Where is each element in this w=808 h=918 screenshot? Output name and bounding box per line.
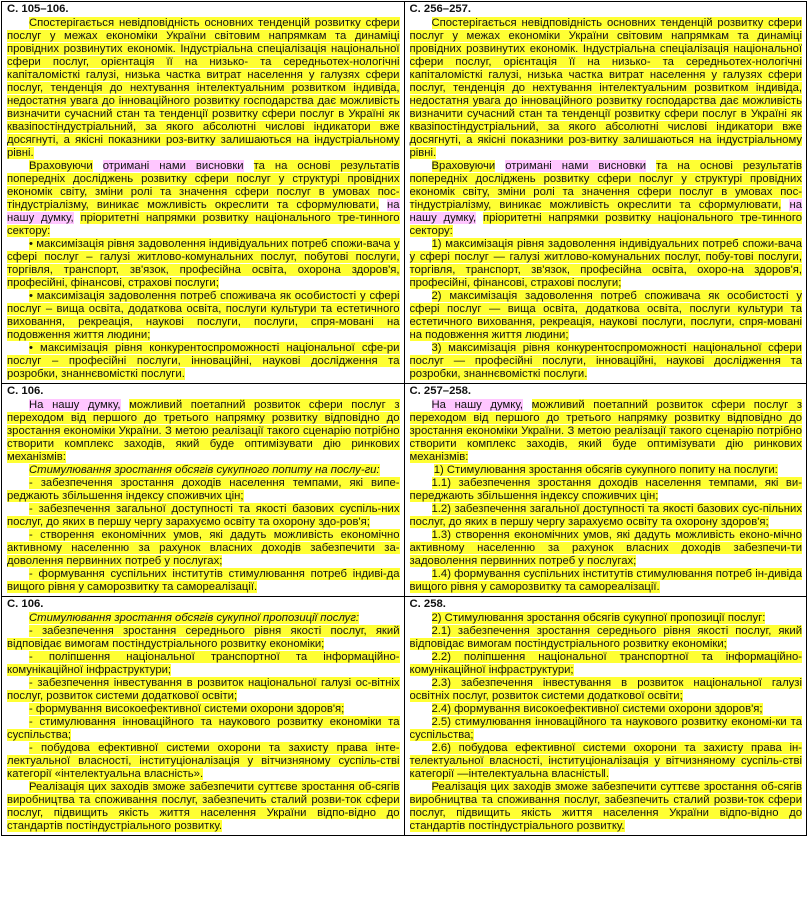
- list-item: - забезпечення зростання середнього рівня якості послуг, який відповідає вимогам постіндустріального розвитку економіки;: [7, 625, 400, 650]
- list-item: • максимізація рівня задоволення індивідуальних потреб спожи-вача у сфері послуг – галузі житлово-комунальних послуг, побутові послуги, торгівля, транспорт, зв'язок, професійна освіта, охорона здоров'я, професійні, фінансові, страхові послуги;: [7, 238, 400, 289]
- list-item: 1) максимізація рівня задоволення індивідуальних потреб спожи-вача у сфері послуг — галузі житлово-комунальних послуг, побу-тові послуги, торгівля, транспорт, зв'язок, професійна освіта, охоро-на здоров'я, професійні, фінансові, страхові послуги;: [409, 238, 802, 289]
- highlighted-phrase: на нашу думку,: [7, 199, 400, 224]
- paragraph-text: можливий поетапний розвиток сфери послуг з переходом від першого до третього напрямку розвитку відповідно до зростання економіки України. З метою реалізації такого сценарію потрібно створити комплекс заходів, який буде оптимізувати дію ринкових механізмів:: [409, 399, 802, 463]
- comparison-table: [1, 1, 807, 836]
- paragraph-text: Враховуючи: [29, 160, 93, 172]
- paragraph-text: можливий поетапний розвиток сфери послуг з переходом від першого до третього напрямку розвитку відповідно до зростання економіки України. З метою реалізації такого сценарію потрібно створити комплекс заходів, який буде оптимізувати дію ринкових механізмів:: [7, 399, 400, 463]
- page-reference: С. 257–258.: [409, 385, 472, 397]
- list-item: - побудова ефективної системи охорони та захисту права інте-лектуальної власності, інституціоналізація у вітчизняному суспіль-стві категорії «інтелектуальна власність».: [7, 742, 400, 780]
- paragraph-text: Реалізація цих заходів зможе забезпечити суттєве зростання об-сягів виробництва та споживання послуг, забезпечить сталий розви-ток сфери послуг, підвищить якість життя населення України відпо-відно до стандартів постіндустріального розвитку.: [7, 781, 400, 832]
- list-item: 1.3) створення економічних умов, які дадуть можливість еконо-мічно активному населенню за рахунок власних доходів забезпечи-ти задоволення первинних потреб у послугах;: [409, 529, 802, 567]
- list-item: • максимізація рівня конкурентоспроможності національної сфе-ри послуг – професійні послуги, інноваційні, наукові дослідження та розробки, знаннєвомісткі послуги.: [7, 342, 400, 380]
- list-item: - забезпечення інвестування в розвиток національної галузі ос-вітніх послуг, розвиток системи додаткової освіти;: [7, 677, 400, 702]
- table-row: [2, 384, 807, 597]
- list-item: • максимізація задоволення потреб споживача як особистості у сфері послуг – вища освіта, додаткова освіта, послуги культури та естетичного виховання, рекреація, наукові послуги, послуги, спря-мовані на подовження життя людини;: [7, 290, 400, 341]
- list-item: 2.5) стимулювання інноваційного та наукового розвитку економі-ки та суспільства;: [409, 716, 802, 741]
- list-item: 2.6) побудова ефективної системи охорони та захисту права ін-телектуальної власності, інституціоналізація у вітчизняному суспіль-стві категорії —інтелектуальна власністьǁ.: [409, 742, 802, 780]
- right-cell: [404, 2, 807, 384]
- page-reference: С. 106.: [7, 598, 44, 610]
- paragraph-text: та на основі результатів попередніх досліджень розвитку сфери послуг у структурі провідних економік світу, зміни ролі та значення сфери послуг в умовах пос-тіндустріалізму, виникає можливість окреслити та сформулювати,: [409, 160, 802, 211]
- list-item: 1.4) формування суспільних інститутів стимулювання потреб ін-дивіда вищого рівня у саморозвитку та самореалізації.: [409, 568, 802, 593]
- list-item: 2.4) формування високоефективної системи охорони здоров'я;: [431, 703, 763, 715]
- page-reference: С. 258.: [409, 598, 446, 610]
- highlighted-phrase: на нашу думку,: [409, 199, 803, 224]
- right-cell: [404, 597, 807, 836]
- list-item: - стимулювання інноваційного та наукового розвитку економіки та суспільства;: [7, 716, 400, 741]
- paragraph-text: пріоритетні напрямки розвитку національного тре-тинного сектору:: [7, 212, 400, 237]
- page-reference: С. 106.: [7, 385, 44, 397]
- list-item: 3) максимізація рівня конкурентоспроможності національної сфери послуг — професійні послуги, інноваційні, наукові дослідження та розробки, знаннєвомісткі послуги.: [409, 342, 802, 380]
- highlighted-phrase: отримані нами висновки: [505, 160, 647, 172]
- highlighted-phrase: На нашу думку,: [29, 399, 121, 411]
- list-item: 2.3) забезпечення інвестування в розвиток національної галузі освітніх послуг, розвиток системи додаткової освіти;: [409, 677, 802, 702]
- page-reference: С. 256–257.: [409, 3, 472, 15]
- list-item: - формування суспільних інститутів стимулювання потреб індиві-да вищого рівня у саморозвитку та самореалізації.: [7, 568, 400, 593]
- list-item: - поліпшення національної транспортної та інформаційно-комунікаційної інфраструктури;: [7, 651, 400, 676]
- paragraph-text: Спостерігається невідповідність основних тенденцій розвитку сфери послуг у межах економіки України світовим напрямкам та динаміці провідних розвинутих економік. Індустріальна спеціалізація національної сфери послуг, орієнтація її на низько- та середньотех-нологічні капіталомісткі галузі, низька частка витрат населення у галузях сфери послуг, тенденція до нехтування інтелектуальним розвитком індивіда, недостатня увага до інноваційного розвитку господарства дає можливість визначити сучасний стан та тенденції розвитку сфери послуг в Україні як квазіпостіндустріальний, за якого абсолютні числові індикатори вже досягнуті, а якісні показники роз-витку залишаються на індустріальному рівні.: [7, 17, 400, 159]
- paragraph-text: Спостерігається невідповідність основних тенденцій розвитку сфери послуг у межах економіки України світовим напрямкам та динаміці провідних розвинутих економік. Індустріальна спеціалізація національної сфери послуг, орієнтація її на низько- та середньотех-нологічні капіталомісткі галузі, низька частка витрат населення у галузях сфери послуг, тенденція до нехтування інтелектуальним розвитком індивіда, недостатня увага до інноваційного розвитку господарства дає можливість визначити сучасний стан та тенденції розвитку сфери послуг в Україні як квазіпостіндустріальний, за якого абсолютні числові індикатори вже досягнуті, а якісні показники роз-витку залишаються на індустріальному рівні.: [409, 17, 802, 159]
- table-row: [2, 597, 807, 836]
- list-item: - формування високоефективної системи охорони здоров'я;: [29, 703, 345, 715]
- page-reference: С. 105–106.: [7, 3, 69, 15]
- highlighted-phrase: На нашу думку,: [431, 399, 524, 411]
- list-item: 2) максимізація задоволення потреб споживача як особистості у сфері послуг — вища освіта, додаткова освіта, послуги культури та естетичного виховання, рекреація, наукові послуги, послуги, спря-мовані на подовження життя людини;: [409, 290, 802, 341]
- subheading: Стимулювання зростання обсягів сукупної пропозиції послуг:: [29, 612, 360, 624]
- paragraph-text: Реалізація цих заходів зможе забезпечити суттєве зростання об-сягів виробництва та споживання послуг, забезпечить сталий розви-ток сфери послуг, підвищить якість життя населення України відпо-відно до стандартів постіндустріального розвитку.: [409, 781, 802, 832]
- list-item: - забезпечення загальної доступності та якості базових суспіль-них послуг, до яких в першу чергу зарахуємо освіту та охорону здо-ров'я;: [7, 503, 400, 528]
- list-item: - створення економічних умов, які дадуть можливість економічно активному населенню за рахунок власних доходів забезпечити за-доволення первинних потреб у послугах;: [7, 529, 400, 567]
- list-item: 1.1) забезпечення зростання доходів населення темпами, які ви-переджають збільшення індексу споживчих цін;: [409, 477, 802, 502]
- table-row: [2, 2, 807, 384]
- right-cell: [404, 384, 807, 597]
- list-item: 1.2) забезпечення загальної доступності та якості базових сус-пільних послуг, до яких в першу чергу зарахуємо освіту та охорону здоров'я;: [409, 503, 802, 528]
- left-cell: [2, 2, 405, 384]
- list-item: 2.2) поліпшення національної транспортної та інформаційно-комунікаційної інфраструктури;: [409, 651, 802, 676]
- list-item: 2.1) забезпечення зростання середнього рівня якості послуг, який відповідає вимогам постіндустріального розвитку економіки;: [409, 625, 802, 650]
- subheading: Стимулювання зростання обсягів сукупного попиту на послу-ги:: [29, 464, 380, 476]
- subheading: 1) Стимулювання зростання обсягів сукупного попиту на послуги:: [433, 464, 778, 476]
- subheading: 2) Стимулювання зростання обсягів сукупної пропозиції послуг:: [431, 612, 766, 624]
- paragraph-text: Враховуючи: [431, 160, 496, 172]
- left-cell: [2, 597, 405, 836]
- left-cell: [2, 384, 405, 597]
- paragraph-text: пріоритетні напрямки розвитку національного тре-тинного сектору:: [409, 212, 802, 237]
- paragraph-text: та на основі результатів попередніх досліджень розвитку сфери послуг у структурі провідних економік світу, зміни ролі та значення сфери послуг в умовах пос-тіндустріалізму, виникає можливість окреслити та сформулювати,: [7, 160, 400, 211]
- list-item: - забезпечення зростання доходів населення темпами, які випе-реджають збільшення індексу споживчих цін;: [7, 477, 400, 502]
- highlighted-phrase: отримані нами висновки: [102, 160, 244, 172]
